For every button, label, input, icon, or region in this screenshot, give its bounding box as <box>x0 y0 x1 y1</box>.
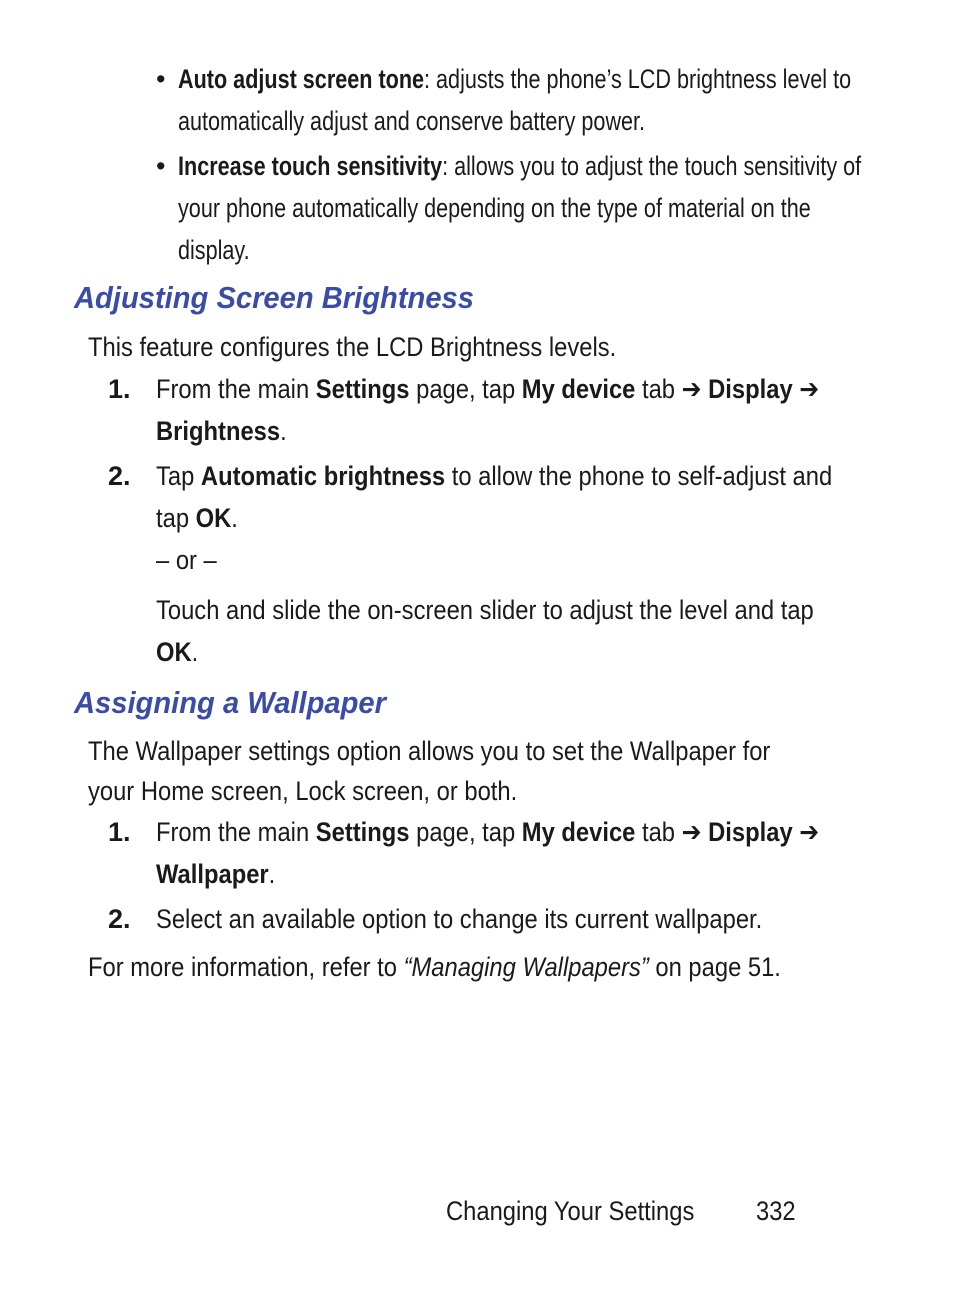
step-number: 1. <box>108 817 131 847</box>
bullet-desc-cont: your phone automatically depending on the type of material on the <box>178 193 811 223</box>
settings-bullet-list <box>156 58 862 274</box>
automatic-brightness-ref: Automatic brightness <box>200 461 446 491</box>
bullet-icon: • <box>156 151 166 181</box>
bullet-icon: • <box>156 64 166 94</box>
brightness-ref: Brightness <box>156 416 281 446</box>
managing-wallpapers-link[interactable]: “Managing Wallpapers” <box>403 952 649 982</box>
bullet-touch-sensitivity <box>156 145 862 271</box>
wallpaper-intro: The Wallpaper settings option allows you to set the Wallpaper for your Home screen, Lock screen, or both. <box>88 736 771 806</box>
step-number: 2. <box>108 904 131 934</box>
bullet-auto-adjust <box>156 58 856 142</box>
display-ref: Display <box>708 817 793 847</box>
slider-alternative: Touch and slide the on-screen slider to adjust the level and tap <box>156 595 814 625</box>
bullet-desc: : allows you to adjust the touch sensitivity of <box>442 151 862 181</box>
footer-section-title: Changing Your Settings <box>446 1196 695 1226</box>
step-number: 2. <box>108 461 131 491</box>
section-heading-wallpaper: Assigning a Wallpaper <box>74 685 386 720</box>
bullet-term: Auto adjust screen tone <box>178 64 425 94</box>
display-ref: Display <box>708 374 793 404</box>
more-info: For more information, refer to “Managing Wallpapers” on page 51. <box>88 952 781 982</box>
my-device-ref: My device <box>521 374 636 404</box>
bullet-desc: : adjusts the phone’s LCD brightness level to <box>424 64 852 94</box>
manual-page: • Auto adjust screen tone: adjusts the phone’s LCD brightness level to automatically adjust and conserve battery power. • Increase touch sensitivity: allows you to adjust the touch sensitivity of your phone automatically depending on the type of material on the display. Adjusting Screen Brightness This feature configures the LCD Brightness levels. 1. From the main Settings page, tap My device tab ➔ Display ➔ Brightness. 2. Tap Automatic brightness to allow the phone to self-adjust and tap OK. – or – Touch and slide the on-screen slider to adjust the level and tap OK. Assigning a Wallpaper The Wallpaper settings option allows you to set the Wallpaper for your Home screen, Lock screen, or both. 1. From the main Settings page, tap My device tab ➔ Display ➔ Wallpaper. 2. Select an available option to change its current wallpaper. For more information, refer to “Managing Wallpapers” on page 51. Changing Your Settings 332 <box>0 0 954 1295</box>
ok-ref: OK <box>156 637 192 667</box>
bullet-desc-cont: display. <box>178 235 250 265</box>
page-number: 332 <box>756 1196 796 1226</box>
brightness-intro: This feature configures the LCD Brightness levels. <box>88 332 617 362</box>
ok-ref: OK <box>195 503 232 533</box>
my-device-ref: My device <box>521 817 636 847</box>
settings-ref: Settings <box>315 817 410 847</box>
wallpaper-ref: Wallpaper <box>156 859 269 889</box>
or-separator: – or – <box>156 545 217 575</box>
step-number: 1. <box>108 374 131 404</box>
section-heading-brightness: Adjusting Screen Brightness <box>74 280 474 315</box>
bullet-term: Increase touch sensitivity <box>178 151 443 181</box>
settings-ref: Settings <box>315 374 410 404</box>
bullet-desc-cont: automatically adjust and conserve battery power. <box>178 106 646 136</box>
